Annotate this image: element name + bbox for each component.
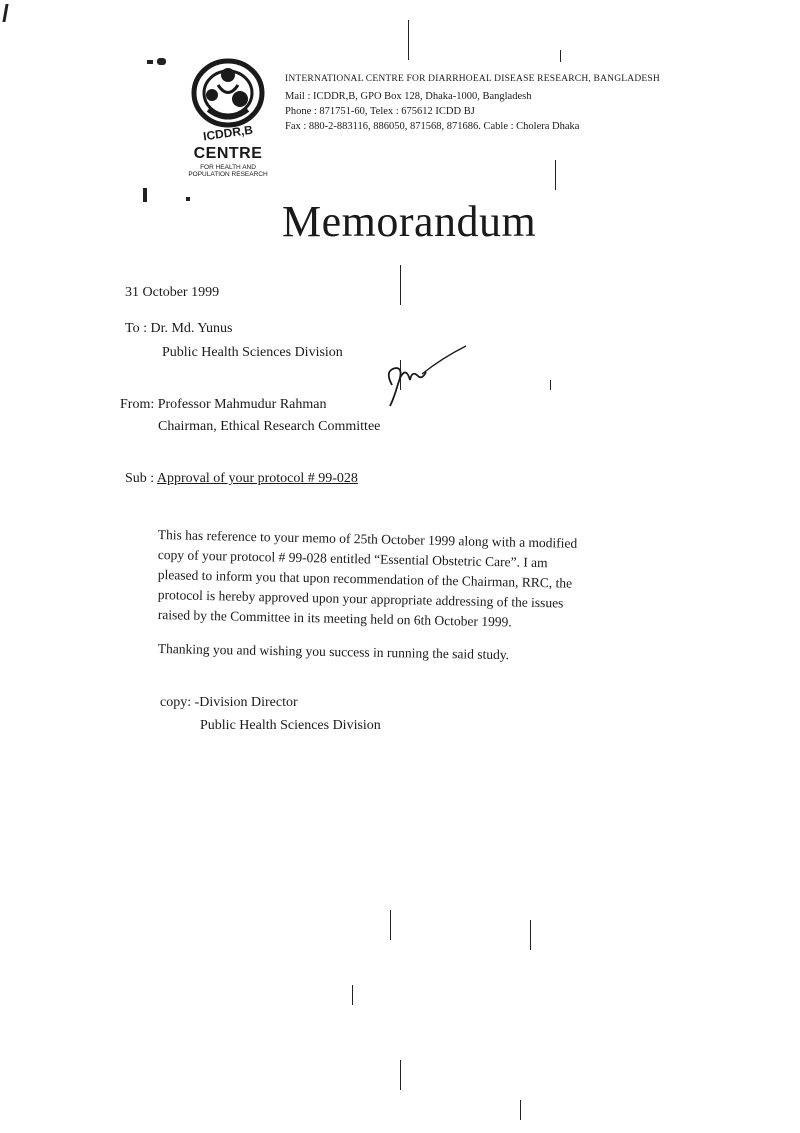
to-recipient: To : Dr. Md. Yunus <box>125 321 233 336</box>
logo-subtitle-line-2: POPULATION RESEARCH <box>188 171 268 178</box>
paragraph-line: This has reference to your memo of 25th October 1999 along with a modified <box>157 527 578 551</box>
to-division: Public Health Sciences Division <box>162 345 343 360</box>
from-title: Chairman, Ethical Research Committee <box>158 419 381 434</box>
paragraph-line: pleased to inform you that upon recommendation of the Chairman, RRC, the <box>157 567 573 591</box>
memo-date: 31 October 1999 <box>125 285 220 300</box>
organization-name: INTERNATIONAL CENTRE FOR DIARRHOEAL DISEASE RESEARCH, BANGLADESH <box>285 74 660 84</box>
logo-subtitle <box>172 164 284 178</box>
phone-telex: Phone : 871751-60, Telex : 675612 ICDD BJ <box>285 106 475 117</box>
logo-wordmark: ICDDR,B <box>202 122 254 144</box>
document-title: Memorandum <box>282 197 537 246</box>
paragraph-line: protocol is hereby approved upon your appropriate addressing of the issues <box>157 587 564 611</box>
fax-cable: Fax : 880-2-883116, 886050, 871568, 871686. Cable : Cholera Dhaka <box>285 121 580 132</box>
logo-subtitle-line-1: FOR HEALTH AND <box>200 164 256 171</box>
from-sender: From: Professor Mahmudur Rahman <box>120 397 327 412</box>
copy-division: Public Health Sciences Division <box>200 718 381 733</box>
subject-line <box>125 471 358 487</box>
closing-line: Thanking you and wishing you success in running the said study. <box>157 641 510 663</box>
subject-label: Sub : <box>125 471 157 486</box>
signature <box>382 340 472 415</box>
copy-recipient: copy: -Division Director <box>160 695 298 710</box>
logo-title: CENTRE <box>193 145 263 162</box>
mail-address: Mail : ICDDR,B, GPO Box 128, Dhaka-1000, Bangladesh <box>285 91 532 102</box>
subject-text: Approval of your protocol # 99-028 <box>156 471 358 486</box>
paragraph-line: raised by the Committee in its meeting held on 6th October 1999. <box>157 607 512 630</box>
paragraph-line: copy of your protocol # 99-028 entitled “Essential Obstetric Care”. I am <box>157 547 548 571</box>
